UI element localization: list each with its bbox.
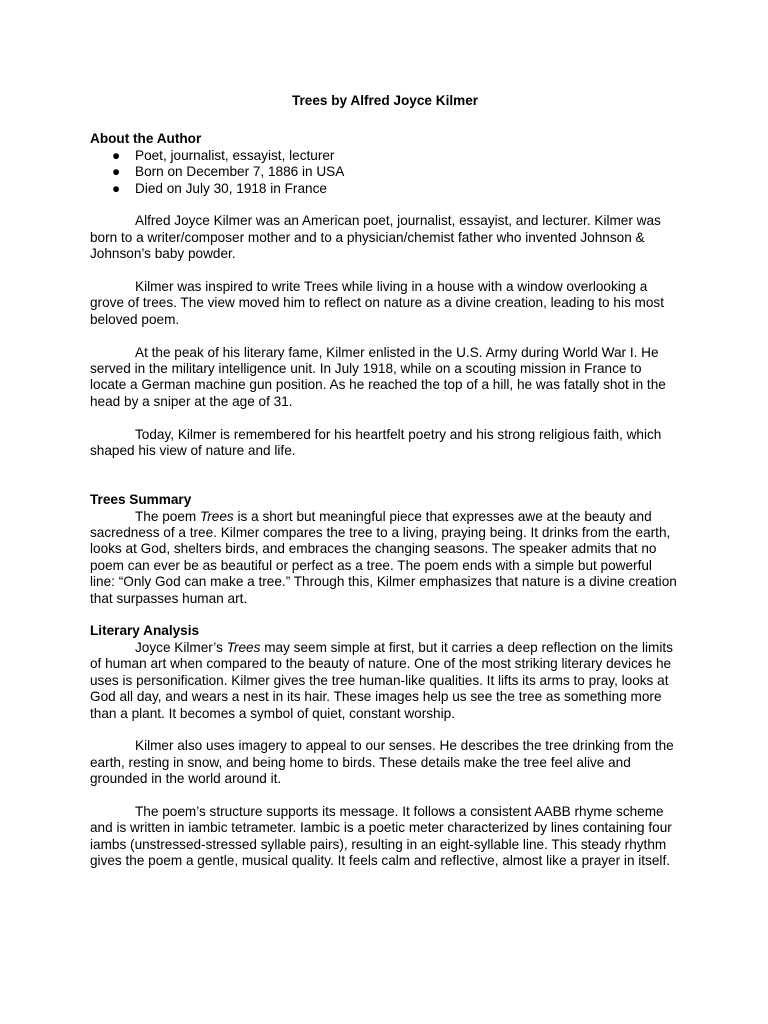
analysis-paragraph xyxy=(90,640,680,722)
section-spacer xyxy=(90,476,680,492)
bullet-icon: ● xyxy=(112,147,121,163)
page-title: Trees by Alfred Joyce Kilmer xyxy=(291,93,479,108)
summary-text-rest: is a short but meaningful piece that expresses awe at the beauty and sacredness of a tree. Kilmer compares the tree to a living, praying being. It drinks from the earth, looks at God, shelters birds, and embraces the changing seasons. The speaker admits that no poem can ever be as beautiful or perfect as a tree. The poem ends with a simple but powerful line: “Only God can make a tree.” Through this, Kilmer emphasizes that nature is a divine creation that surpasses human art. xyxy=(90,508,677,606)
author-facts-list xyxy=(90,148,680,197)
about-paragraph: At the peak of his literary fame, Kilmer enlisted in the U.S. Army during World War I. He served in the military intelligence unit. In July 1918, while on a scouting mission in France to locate a German machine gun position. As he reached the top of a hill, he was fatally shot in the head by a sniper at the age of 31. xyxy=(90,344,666,409)
about-paragraph: Today, Kilmer is remembered for his heartfelt poetry and his strong religious faith, which shaped his view of nature and life. xyxy=(90,426,662,459)
bullet-icon: ● xyxy=(112,164,121,180)
poem-title-italic: Trees xyxy=(199,508,234,524)
poem-title-italic: Trees xyxy=(226,639,261,655)
summary-paragraph xyxy=(90,509,680,607)
trees-summary-heading: Trees Summary xyxy=(90,492,192,508)
list-item xyxy=(90,164,680,180)
about-paragraph: Alfred Joyce Kilmer was an American poet, journalist, essayist, and lecturer. Kilmer was born to a writer/composer mother and to a physician/chemist father who invented Johnson & Johnson’s baby powder. xyxy=(90,213,661,262)
list-item-text: Born on December 7, 1886 in USA xyxy=(135,164,345,180)
analysis-text-rest: may seem simple at first, but it carries a deep reflection on the limits of human art when compared to the beauty of nature. One of the most striking literary devices he uses is personification. Kilmer gives the tree human-like qualities. It lifts its arms to pray, looks at God all day, and wears a nest in its hair. These images help us see the tree as something more than a plant. It becomes a symbol of quiet, constant worship. xyxy=(90,639,673,721)
list-item-text: Poet, journalist, essayist, lecturer xyxy=(135,147,335,163)
bullet-icon: ● xyxy=(112,180,121,196)
list-item xyxy=(90,181,680,197)
about-author-heading: About the Author xyxy=(90,131,202,147)
summary-text-start: The poem xyxy=(135,508,200,524)
list-item-text: Died on July 30, 1918 in France xyxy=(135,180,327,196)
literary-analysis-heading: Literary Analysis xyxy=(90,623,200,639)
analysis-paragraph: The poem’s structure supports its message. It follows a consistent AABB rhyme scheme and is written in iambic tetrameter. Iambic is a poetic meter characterized by lines containing four iambs (unstressed-stressed syllable pairs), resulting in an eight-syllable line. This steady rhythm gives the poem a gentle, musical quality. It feels calm and reflective, almost like a prayer in itself. xyxy=(90,803,672,869)
about-paragraph: Kilmer was inspired to write Trees while living in a house with a window overlooking a grove of trees. The view moved him to reflect on nature as a divine creation, leading to his most beloved poem. xyxy=(90,279,665,327)
list-item xyxy=(90,148,680,164)
document-page xyxy=(90,93,680,886)
analysis-text-start: Joyce Kilmer’s xyxy=(135,639,227,655)
analysis-paragraph: Kilmer also uses imagery to appeal to our senses. He describes the tree drinking from the earth, resting in snow, and being home to birds. These details make the tree feel alive and grounded in the world around it. xyxy=(90,738,674,787)
